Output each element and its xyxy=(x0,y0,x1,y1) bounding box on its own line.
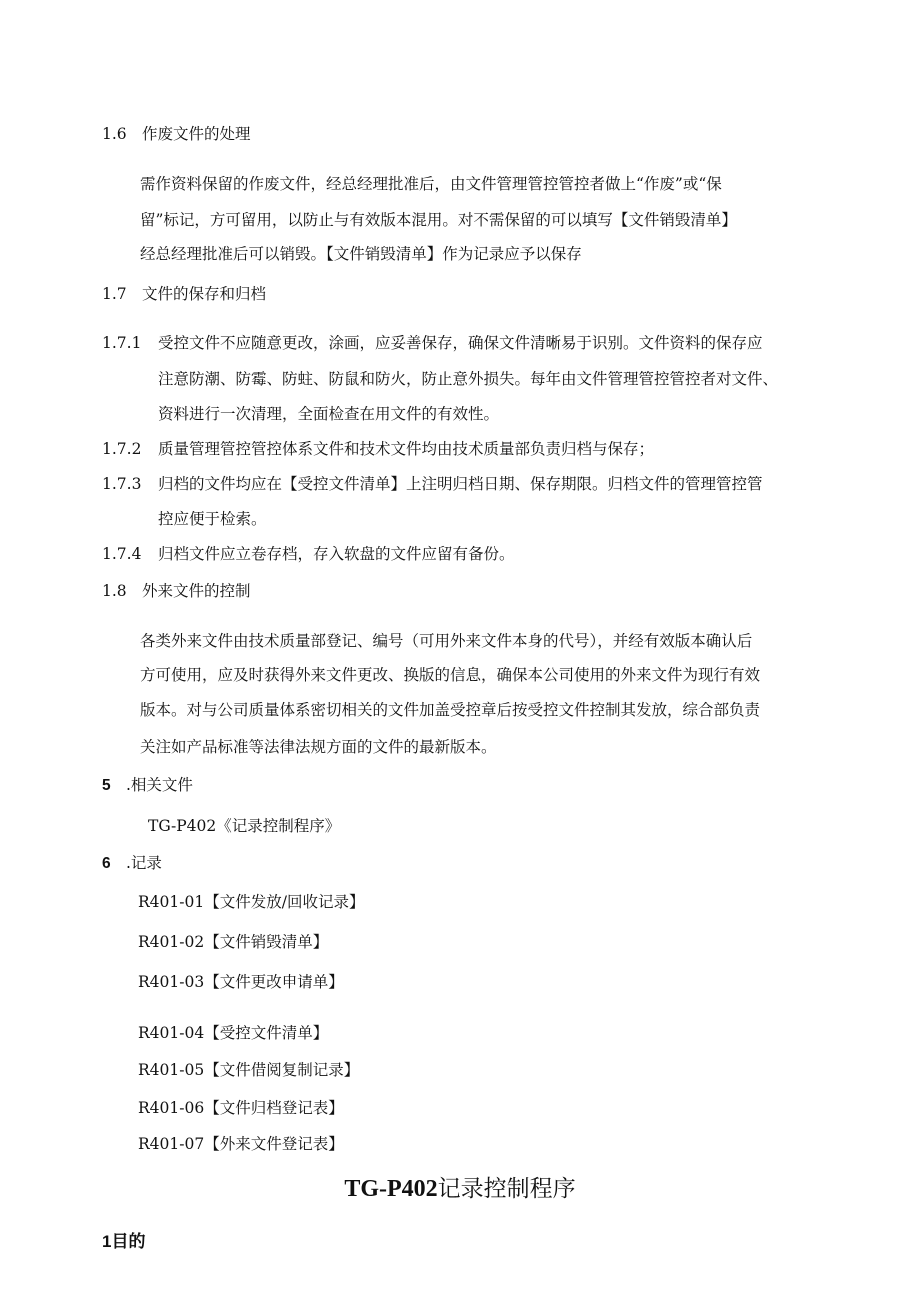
record-item: R401-03【文件更改申请单】 xyxy=(138,973,344,991)
section-title: .记录 xyxy=(126,854,162,872)
section-heading xyxy=(102,284,267,304)
record-item: R401-01【文件发放/回收记录】 xyxy=(138,893,365,911)
record-item: R401-06【文件归档登记表】 xyxy=(138,1099,344,1117)
paragraph-line: 资料进行一次清理，全面检查在用文件的有效性。 xyxy=(158,405,500,423)
section-number: 6 xyxy=(102,855,111,872)
section-title: 目的 xyxy=(111,1232,146,1251)
section-number: 1.6 xyxy=(102,125,127,143)
subsection-number: 1.7.2 xyxy=(102,440,142,458)
record-item: R401-07【外来文件登记表】 xyxy=(138,1135,344,1153)
section-title: 文件的保存和归档 xyxy=(142,285,267,303)
section-title: 外来文件的控制 xyxy=(142,582,251,600)
paragraph-line: 关注如产品标准等法律法规方面的文件的最新版本。 xyxy=(140,738,497,756)
section-heading xyxy=(102,1232,145,1252)
section-number: 5 xyxy=(102,777,111,794)
document-title xyxy=(0,1174,920,1204)
section-number: 1.7 xyxy=(102,285,127,303)
paragraph-line: 归档的文件均应在【受控文件清单】上注明归档日期、保存期限。归档文件的管理管控管 xyxy=(158,475,763,493)
paragraph-line: 需作资料保留的作废文件，经总经理批准后，由文件管理管控管控者做上“作废”或“保 xyxy=(140,175,722,193)
paragraph-line: 归档文件应立卷存档，存入软盘的文件应留有备份。 xyxy=(158,545,515,563)
record-item: R401-04【受控文件清单】 xyxy=(138,1024,329,1042)
subsection-number: 1.7.4 xyxy=(102,545,142,563)
paragraph-line: 各类外来文件由技术质量部登记、编号（可用外来文件本身的代号），并经有效版本确认后 xyxy=(140,632,753,650)
paragraph-line: 经总经理批准后可以销毁。【文件销毁清单】作为记录应予以保存 xyxy=(140,245,582,263)
record-item: R401-05【文件借阅复制记录】 xyxy=(138,1061,360,1079)
section-heading xyxy=(102,124,251,144)
section-number: 1.8 xyxy=(102,582,127,600)
section-heading xyxy=(102,775,193,796)
paragraph-line: 版本。对与公司质量体系密切相关的文件加盖受控章后按受控文件控制其发放，综合部负责 xyxy=(140,701,761,719)
record-item: R401-02【文件销毁清单】 xyxy=(138,933,329,951)
document-code: TG-P402 xyxy=(344,1176,438,1202)
section-heading xyxy=(102,581,251,601)
section-number: 1 xyxy=(102,1232,112,1251)
section-title: 作废文件的处理 xyxy=(142,125,251,143)
paragraph-line: 质量管理管控管控体系文件和技术文件均由技术质量部负责归档与保存； xyxy=(158,440,655,458)
paragraph-line: 注意防潮、防霉、防蛀、防鼠和防火，防止意外损失。每年由文件管理管控管控者对文件、 xyxy=(158,370,779,388)
subsection-number: 1.7.1 xyxy=(102,334,142,352)
document-name: 记录控制程序 xyxy=(437,1176,576,1202)
paragraph-line: 受控文件不应随意更改，涂画，应妥善保存，确保文件清晰易于识别。文件资料的保存应 xyxy=(158,334,763,352)
subsection-number: 1.7.3 xyxy=(102,475,142,493)
section-heading xyxy=(102,853,162,874)
paragraph-line: 留”标记，方可留用，以防止与有效版本混用。对不需保留的可以填写【文件销毁清单】 xyxy=(140,211,737,229)
paragraph-line: 方可使用，应及时获得外来文件更改、换版的信息，确保本公司使用的外来文件为现行有效 xyxy=(140,666,761,684)
reference-item: TG-P402《记录控制程序》 xyxy=(148,817,341,835)
paragraph-line: 控应便于检索。 xyxy=(158,510,267,528)
section-title: .相关文件 xyxy=(126,776,193,794)
